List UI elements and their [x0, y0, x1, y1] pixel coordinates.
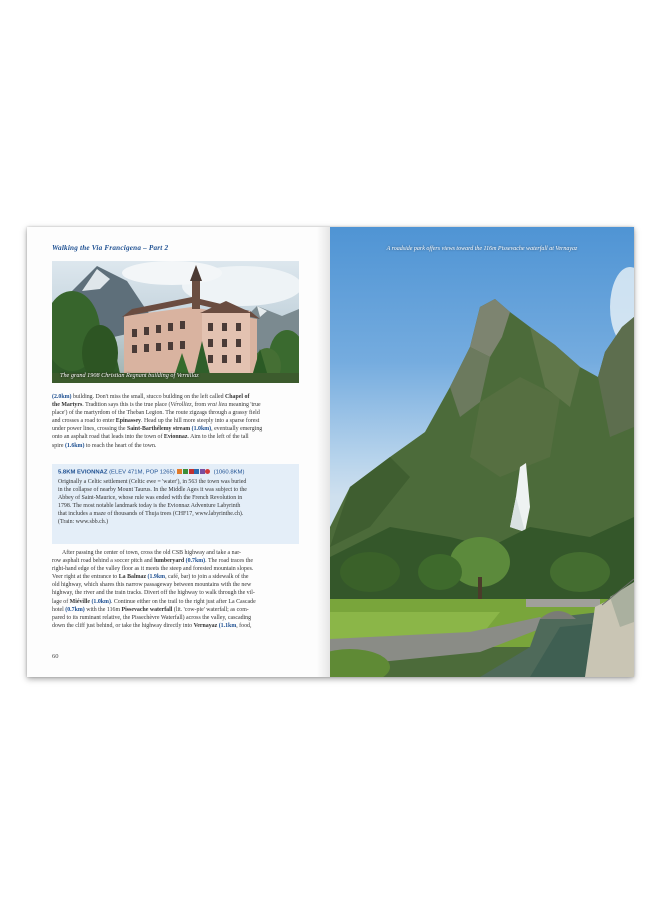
book-gutter-shadow	[317, 227, 331, 677]
body-paragraph-1	[52, 393, 299, 450]
bank-icon	[200, 469, 205, 474]
text-line: Originally a Celtic settlement (Celtic ewe = 'water'), in 563 the town was buried	[58, 479, 247, 485]
text-line: Veer right at the entrance to La Balmaz (1.9km, café, bar) to join a sidewalk of the	[52, 574, 249, 581]
book-spread	[27, 227, 634, 677]
text-line: row asphalt road behind a soccer pitch and lumberyard (0.7km). The road traces the	[52, 558, 253, 565]
text-line: right-hand edge of the valley floor as it meets the steep and forested mountain slopes.	[52, 566, 254, 573]
shop-icon	[189, 469, 194, 474]
text-line: hotel (0.7km) with the 116m Pissevache waterfall (lit. 'cow-pie' waterfall; as com-	[52, 606, 249, 613]
text-line: place') of the martyrdom of the Theban Legion. The route zigzags through a grassy field	[52, 410, 260, 417]
text-line: (2.0km) building. Don't miss the small, stucco building on the left called Chapel of	[52, 394, 250, 400]
chapel-photo-art	[52, 261, 299, 383]
photo-caption-left: The grand 1908 Christian Regnant building of Vernillaz	[60, 372, 199, 379]
text-line: down the cliff just behind, or take the highway directly into Vernayaz (1.1km, food,	[52, 622, 252, 629]
town-info-text	[58, 478, 294, 527]
page-number: 60	[52, 653, 59, 660]
text-line: spire (1.6km) to reach the heart of the town.	[52, 442, 157, 449]
text-line: the Martyrs. Tradition says this is the true place (Vérolliez, from vrai lieu meaning 'true	[52, 402, 261, 409]
text-line: in the collapse of nearby Mount Taurus. In the Middle Ages it was subject to the	[58, 487, 247, 494]
food-icon	[183, 469, 188, 474]
town-info-box	[52, 464, 299, 544]
medical-icon	[205, 469, 210, 474]
text-line: onto an asphalt road that leads into the town of Evionnaz. Aim to the left of the tall	[52, 434, 249, 441]
text-line: After passing the center of town, cross the old CSB highway and take a nar-	[62, 550, 242, 556]
text-line: highway, the river and the train tracks. Divert off the highway to walk through the vil-	[52, 590, 255, 597]
text-line: (Train: www.sbb.ch.)	[58, 519, 109, 526]
text-line: old highway, which shares this narrow passageway between mountains with the new	[52, 582, 252, 589]
photo-caption-right: A roadside park offers views toward the 116m Pissevache waterfall at Vernayaz	[386, 246, 578, 252]
text-line: and crosses a road to enter Epinassey. Head up the hill more steeply into a sparse forest	[52, 418, 260, 425]
cumulative-distance: (1060.8KM)	[213, 469, 245, 476]
facility-icons	[177, 469, 211, 475]
waterfall-valley-photo	[330, 227, 634, 677]
chapel-building-photo	[52, 261, 299, 383]
text-line: pared to its ruminant relative, the Pissechèvre Waterfall) across the valley, cascading	[52, 614, 252, 621]
text-line: 1798. The most notable landmark today is the Evionnaz Adventure Labyrinth	[58, 503, 241, 510]
text-line: that includes a maze of thousands of Thuja trees (CHF17, www.labyrinthe.ch).	[58, 511, 244, 518]
info-icon	[194, 469, 199, 474]
left-page	[27, 227, 330, 677]
text-line: lage of Miéville (1.0km). Continue either on the trail to the right just after La Cascade	[52, 598, 256, 605]
body-paragraph-2	[52, 549, 299, 630]
running-head: Walking the Via Francigena – Part 2	[52, 244, 169, 252]
town-info-heading	[58, 469, 244, 476]
accommodation-icon	[177, 469, 182, 474]
text-line: Abbey of Saint-Maurice, whose rule was ended with the French Revolution in	[58, 495, 243, 502]
town-name: 5.8KM EVIONNAZ	[58, 469, 108, 476]
waterfall-photo-art	[330, 227, 634, 677]
text-line: under power lines, crossing the Saint-Barthélemy stream (1.0km), eventually emerging	[52, 426, 263, 433]
town-elevation-population: (ELEV 471M, POP 1265)	[109, 469, 175, 476]
